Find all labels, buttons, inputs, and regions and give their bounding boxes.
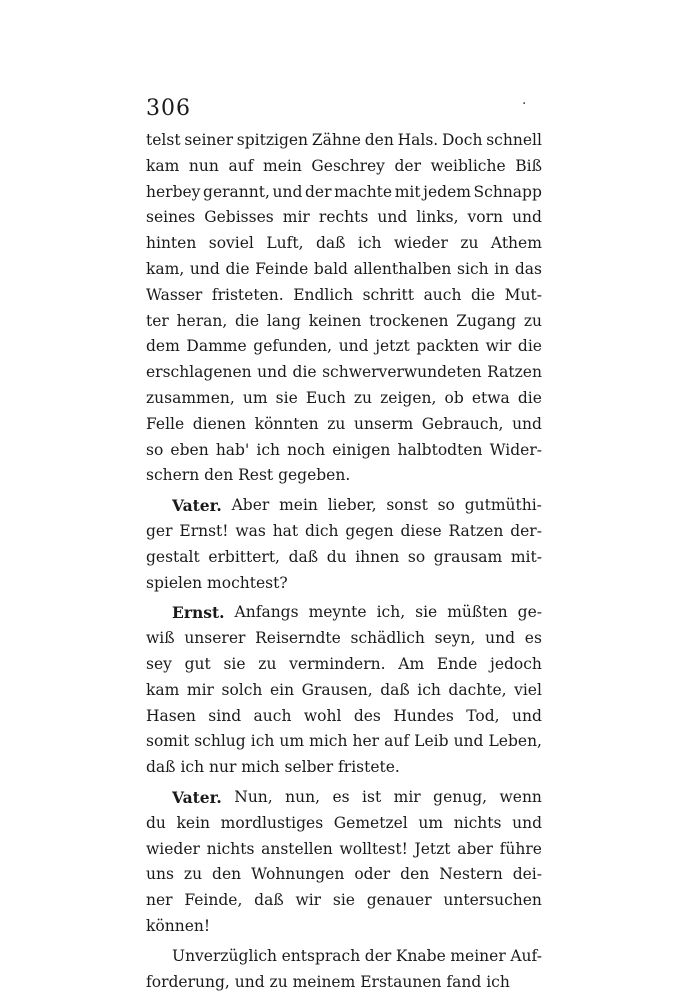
text-line: Unverzüglich entsprach der Knabe meiner Auf- [172,946,542,965]
text-line: kam nun auf mein Geschrey der weibliche Biß [146,156,542,175]
text-line: telst seiner spitzigen Zähne den Hals. Doch schnell [146,131,542,149]
margin-mark: · [522,96,527,112]
text-line: zusammen, um sie Euch zu zeigen, ob etwa die [146,388,542,407]
page-number: 306 [146,96,191,121]
text-line: somit schlug ich um mich her auf Leib und Leben, [146,732,542,751]
text-line: uns zu den Wohnungen oder den Nestern dei- [146,865,542,884]
text-line: Ernst. Anfangs meynte ich, sie müßten ge- [172,603,542,623]
text-line: dem Damme gefunden, und jetzt packten wir die [146,337,542,356]
text-line: seines Gebisses mir rechts und links, vorn und [146,208,542,227]
text-line: daß ich nur mich selber fristete. [146,758,400,777]
text-line: kam, und die Feinde bald allenthalben sich in das [146,259,542,278]
text-line: du kein mordlustiges Gemetzel um nichts und [146,813,542,832]
text-line: ger Ernst! was hat dich gegen diese Ratzen der- [146,521,542,540]
text-line: Hasen sind auch wohl des Hundes Tod, und [146,706,542,725]
text-line: Vater. Nun, nun, es ist mir genug, wenn [172,787,542,807]
text-line: hinten soviel Luft, daß ich wieder zu Athem [146,234,542,253]
text-line: ter heran, die lang keinen trockenen Zugang zu [146,311,542,330]
text-line: wieder nichts anstellen wolltest! Jetzt aber führe [146,839,542,858]
text-line: ner Feinde, daß wir sie genauer untersuchen [146,891,542,910]
text-line: können! [146,916,211,935]
text-line: Vater. Aber mein lieber, sonst so gutmüthi- [172,496,542,516]
text-line: kam mir solch ein Grausen, daß ich dachte, viel [146,680,542,699]
text-line: forderung, und zu meinem Erstaunen fand ich [146,972,510,991]
text-line: Wasser fristeten. Endlich schritt auch die Mut- [146,285,542,304]
text-line: spielen mochtest? [146,573,288,592]
text-line: herbey gerannt, und der machte mit jedem Schnapp [146,182,542,201]
text-line: so eben hab' ich noch einigen halbtodten Wider- [146,440,542,459]
text-line: schern den Rest gegeben. [146,466,351,485]
body-text [146,128,542,995]
text-line: wiß unserer Reiserndte schädlich seyn, und es [146,629,542,648]
text-line: Felle dienen könnten zu unserm Gebrauch, und [146,414,542,433]
text-line: erschlagenen und die schwerverwundeten Ratzen [146,363,542,382]
text-line: gestalt erbittert, daß du ihnen so grausam mit- [146,547,542,566]
text-line: sey gut sie zu vermindern. Am Ende jedoch [146,654,542,673]
